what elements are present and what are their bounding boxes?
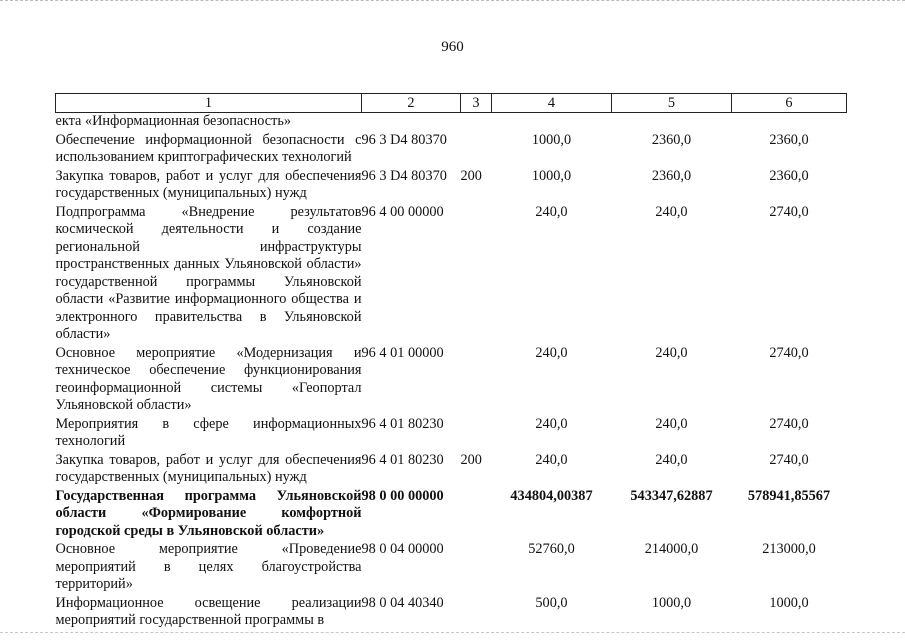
cell-name: Закупка товаров, работ и услуг для обеспечения государственных (муниципальных) нужд	[55, 167, 362, 201]
cell-expense-type	[461, 113, 492, 132]
cell-amount-year-3: 2360,0	[769, 131, 809, 148]
cell-amount-year-2: 240,0	[655, 203, 688, 220]
table-row	[56, 204, 847, 345]
table-row	[56, 132, 847, 168]
cell-amount-year-1: 500,0	[535, 594, 568, 611]
cell-amount-year-2: 240,0	[655, 344, 688, 361]
page-number: 960	[441, 39, 464, 55]
cell-code	[362, 113, 461, 132]
table-row	[56, 488, 847, 542]
column-header-year-3: 6	[732, 94, 847, 113]
cell-code: 98 0 04 00000	[361, 541, 444, 557]
column-header-name: 1	[56, 94, 362, 113]
cell-code: 96 3 D4 80370	[361, 131, 447, 148]
cell-amount-year-1: 1000,0	[531, 167, 572, 184]
cell-expense-type: 200	[460, 451, 482, 468]
cell-amount-year-3: 578941,85567	[747, 487, 831, 504]
page-bottom-rule	[0, 632, 905, 633]
column-header-year-1: 4	[492, 94, 612, 113]
cell-amount-year-1: 240,0	[535, 451, 568, 468]
cell-name: Основное мероприятие «Проведение мероприятий в целях благоустройства территорий»	[55, 541, 362, 592]
table-body	[56, 113, 847, 631]
cell-code: 96 4 01 80230	[361, 415, 444, 432]
cell-name: Закупка товаров, работ и услуг для обеспечения государственных (муниципальных) нужд	[55, 451, 362, 485]
table-row	[56, 345, 847, 416]
cell-amount-year-1: 240,0	[535, 344, 568, 361]
cell-amount-year-2: 2360,0	[651, 131, 692, 148]
cell-name: Основное мероприятие «Модернизация и техническое обеспечение функционирования геоинформационной системы «Геопортал Ульяновской области»	[55, 344, 362, 413]
cell-amount-year-2: 543347,62887	[630, 487, 713, 504]
cell-amount-year-1: 52760,0	[528, 541, 575, 557]
cell-code: 96 3 D4 80370	[361, 167, 447, 184]
cell-amount-year-1: 240,0	[535, 203, 568, 220]
cell-name: Государственная программа Ульяновской области «Формирование комфортной городской среды в Ульяновской области»	[55, 487, 362, 539]
column-header-year-2: 5	[612, 94, 732, 113]
cell-amount-year-2: 240,0	[655, 415, 688, 432]
cell-code: 96 4 00 00000	[361, 203, 444, 220]
cell-amount-year-3	[732, 113, 847, 132]
cell-amount-year-1: 240,0	[535, 415, 568, 432]
column-header-code: 2	[362, 94, 461, 113]
cell-amount-year-3: 2360,0	[769, 167, 809, 184]
cell-expense-type: 200	[460, 167, 482, 184]
column-header-type: 3	[461, 94, 492, 113]
table-row	[56, 452, 847, 488]
table-header-row	[56, 94, 847, 113]
cell-amount-year-3: 2740,0	[769, 451, 809, 468]
cell-expense-type	[461, 416, 492, 452]
cell-amount-year-1: 434804,00387	[510, 487, 593, 504]
cell-name: Мероприятия в сфере информационных технологий	[55, 415, 362, 449]
cell-amount-year-2: 1000,0	[651, 594, 692, 611]
cell-code: 98 0 04 40340	[361, 594, 444, 611]
table-row	[56, 113, 847, 132]
cell-expense-type	[461, 595, 492, 631]
table-row	[56, 595, 847, 631]
budget-table	[55, 93, 847, 631]
cell-amount-year-2	[612, 113, 732, 132]
cell-amount-year-2: 240,0	[655, 451, 688, 468]
cell-name: екта «Информационная безопасность»	[55, 113, 292, 129]
cell-code: 96 4 01 00000	[361, 344, 444, 361]
cell-amount-year-3: 2740,0	[769, 344, 809, 361]
cell-amount-year-3: 213000,0	[762, 541, 816, 557]
cell-expense-type	[461, 541, 492, 595]
cell-amount-year-2: 2360,0	[651, 167, 692, 184]
cell-amount-year-3: 2740,0	[769, 415, 809, 432]
cell-name: Подпрограмма «Внедрение результатов космической деятельности и создание региональной инфраструктуры пространственных данных Ульяновской области» государственной программы Ульяновской области «Развитие информационного общества и электронного правительства в Ульяновской области»	[55, 203, 362, 342]
cell-code: 98 0 00 00000	[361, 487, 444, 504]
cell-amount-year-2: 214000,0	[644, 541, 699, 557]
table-row	[56, 416, 847, 452]
cell-expense-type	[461, 132, 492, 168]
cell-name: Обеспечение информационной безопасности с использованием криптографических технологий	[55, 131, 362, 165]
cell-expense-type	[461, 488, 492, 542]
cell-amount-year-3: 2740,0	[769, 203, 809, 220]
cell-name: Информационное освещение реализации мероприятий государственной программы в	[55, 594, 362, 628]
cell-code: 96 4 01 80230	[361, 451, 444, 468]
cell-amount-year-1	[492, 113, 612, 132]
cell-amount-year-3: 1000,0	[769, 594, 809, 611]
table-row	[56, 168, 847, 204]
cell-expense-type	[461, 204, 492, 345]
table-row	[56, 541, 847, 595]
cell-expense-type	[461, 345, 492, 416]
cell-amount-year-1: 1000,0	[531, 131, 572, 148]
